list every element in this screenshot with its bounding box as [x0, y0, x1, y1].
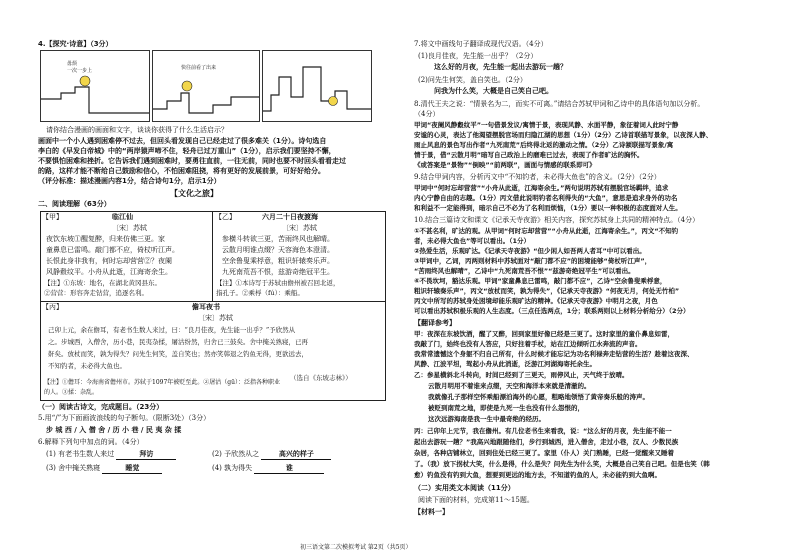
comic-panel-1-drawing — [41, 51, 149, 121]
q8-answer-line: 情于景，借“云散月明”暗写自己政治上的磨难已过去，表现了作者旷达的胸怀。 — [414, 151, 644, 159]
q6-item-4 — [212, 464, 324, 474]
q8-prompt: 8.清代王夫之说：“情景名为二，而实不可离。”请结合苏轼甲词和乙诗中的具体语句加以分析。 — [414, 100, 705, 108]
poem-yi-line: 空余鲁叟乘桴意，粗识轩辕奏乐声。 — [222, 257, 334, 265]
q6-item-2 — [212, 450, 331, 460]
q4-title: 4.【探究·诗意】（3分） — [38, 40, 113, 48]
bing-source: （选自《东坡志林》） — [290, 374, 352, 382]
translation-line: 丙：己卯年上元节，我在儋州。有几位老书生来看我，说：“这么好的月夜，先生能不能一 — [414, 427, 672, 435]
q9-prompt: 9.结合甲词内容，分析丙文中“不知钓者，未必得大鱼也”的含义。（2分）（2分） — [414, 173, 661, 181]
sub2-prompt: 阅读下面的材料，完成第11～15题。 — [418, 496, 534, 504]
translation-line: 这次远游海南是我一生中最奇绝的经历。 — [428, 415, 545, 423]
poem-yi-author: 〔宋〕苏轼 — [282, 224, 317, 232]
q9-answer-line: 和利益不一定能得到，暗示自己不必为了名利而烦恼，（1分）要以一种积极的态度面对人生。 — [414, 204, 682, 212]
q10-answer-line: 粗识轩辕奏乐声”，丙文“放杖而笑，孰为得失”，《记承天寺夜游》“何夜无月，何处无竹柏” — [414, 287, 680, 295]
translation-line: 乙：参星横斜北斗转向，时间已经到了三更天，雨停风止，天气终于放晴。 — [414, 371, 629, 379]
bing-note: 的人。③揉：杂乱。 — [44, 389, 99, 396]
poem-yi-note: 【注】①本诗写于苏轼由儋州被召回北返， — [216, 279, 340, 287]
comic-panel-3-drawing — [263, 51, 371, 121]
q10-answer-line: ④不畏坎坷，豁达乐观。甲词“家童鼻息已雷鸣，敲门都不应”，乙诗“空余鲁叟乘桴意， — [414, 277, 667, 285]
q10-answer-line: 者，未必得大鱼也”等可以看出。（1分） — [414, 237, 531, 245]
translation-line: 我就像孔子那样空怀乘船漂泊海外的心愿，粗略地领悟了黄帝奏乐般的涛声。 — [428, 393, 649, 401]
q10-answer-line: ②热爱生活，乐观旷达。《记承天寺夜游》“但少闲人如吾两人者耳”中可以看出。 — [414, 247, 646, 255]
q6-item-answer: 睡觉 — [102, 464, 162, 474]
q8-answer-line: 雨止风息的景色写出作者“九死南荒”后终得北返的激动之情。（2分）乙诗颔联描写景象/寓 — [414, 141, 674, 149]
poem-jia-line: 夜饮东坡①醒复醉，归来仿佛三更。家 — [46, 235, 165, 243]
poem-yi-title: 六月二十日夜渡海 — [262, 213, 318, 221]
translation-line: 我敲了门，始终也没有人答应，只好拄着手杖，站在江边倾听江水奔流的声音。 — [414, 340, 642, 348]
material-label: 【材料一】 — [414, 508, 449, 516]
comic-panel-2 — [152, 50, 260, 122]
q7-2-answer: 问我为什么笑，大概是自己笑自己吧。 — [434, 87, 553, 95]
q4-answer-line-2: 李白的《早发白帝城》中的“两岸猿声啼不住，轻舟已过万重山”（1分），启示我们要坚持不懈， — [38, 147, 336, 155]
q8-answer-line: 甲词“夜阑风静縠纹平”一句借景发议/寓情于景，表现风静、水面平静，象征着词人此时宁静 — [414, 121, 679, 129]
bing-title: 儋耳夜书 — [192, 303, 220, 311]
poem-divider-vertical — [212, 211, 213, 301]
poem-yi-line: 参横斗转欲三更，苦雨终风也解晴。 — [222, 235, 334, 243]
comic-panel-1 — [40, 50, 150, 122]
translation-line: 云散月明用不着谁来点缀，天空和海洋本来就是清澈的。 — [428, 382, 591, 390]
bing-label: 【丙】 — [42, 303, 63, 311]
translation-line: 甲：夜深在东坡饮酒，醒了又醉，回到家里好像已经是三更了。这时家里的童仆鼻息如雷， — [414, 330, 674, 338]
q6-item-text: 孰为得失 — [224, 464, 253, 472]
bing-line: 己卯上元，余在儋耳，有老书生数人来过，曰：“良月佳夜，先生能一出乎？”予欣然从 — [48, 326, 296, 334]
bing-author: 〔宋〕苏轼 — [198, 314, 233, 322]
q10-prompt: 10.结合三篇诗文和课文《记承天寺夜游》相关内容，探究苏轼身上共同的精神特点。（4分） — [414, 216, 700, 224]
poem-jia-line: 风静縠纹平。小舟从此逝，江海寄余生。 — [46, 268, 172, 276]
bing-line: 之。步城西，入僧舍，历小巷，民夷杂揉，屠沽纷然，归舍已三鼓矣。舍中掩关熟寝，已再 — [48, 338, 308, 346]
q10-answer-line: ③甲词中，乙词，丙两则材料中苏轼面对“敲门都不应”的困境能够“倚杖听江声”， — [414, 257, 652, 265]
poem-divider-horizontal — [40, 301, 385, 302]
comic-panel-2-drawing — [153, 51, 259, 121]
q7-2: (2)问先生何笑，盖自笑也。（2分） — [418, 76, 527, 84]
comic-panel-1-text-2: 一次一步上 — [67, 68, 93, 74]
q7-1: (1)良月佳夜，先生能一出乎？（2分） — [418, 52, 538, 60]
poem-yi-line: 九死南荒吾不恨，兹游奇绝冠平生。 — [222, 268, 334, 276]
q10-answer-line: ①不甚名利，旷达的观。从甲词“何时忘却营营”“小舟从此逝，江海寄余生。”，丙文“不知钓 — [414, 227, 679, 235]
q9-answer-line: 内心宁静自由的志趣。（1分）丙文借此说明钓者名利得失的“大鱼”，意思是追求身外的功名 — [414, 194, 678, 202]
bing-note: 【注】①儋耳：今海南省儋州市。苏轼于1097年被贬至此。②屠沽（gū）：泛指各种职业 — [44, 379, 280, 386]
comic-panel-2-text: 快往前看了出来 — [181, 65, 217, 71]
poem-jia-label: 【甲】 — [42, 213, 63, 221]
q6-item-num: (3) — [46, 464, 56, 472]
poem-yi-note: 指孔子。②乘桴（fú）：乘船。 — [216, 289, 304, 297]
q4-scoring: （评分标准：描述漫画内容1分，结合诗句1分，启示1分） — [38, 177, 221, 185]
translation-line: 愈）钓鱼没有钓到大鱼，想要到更远的地方去，不知道钓鱼的人，未必能钓到大鱼啊。 — [414, 471, 661, 479]
poem-yi-line: 云散月明谁点缀？天容海色本澄清。 — [222, 246, 334, 254]
poem-jia-title: 临江仙 — [112, 213, 133, 221]
q6-item-num: (1) — [46, 450, 56, 458]
right-column — [404, 0, 794, 560]
q6-item-text: 有老书生数人来过 — [58, 450, 115, 458]
translation-line: 风静、江波平坦，驾起小舟从此消逝，泛游江河湖海寄托余生。 — [414, 360, 596, 368]
poem-jia-line: 童鼻息已雷鸣。敲门都不应，倚杖听江声。 — [46, 246, 179, 254]
poem-jia-line: 长恨此身非我有，何时忘却营营②？夜阑 — [46, 257, 172, 265]
q6-item-text: 舍中掩关熟寝 — [58, 464, 101, 472]
q6-item-answer: 高兴的样子 — [261, 450, 331, 460]
q10-answer-line: “苦雨终风也解晴”，乙诗中“九死南荒吾不恨”“兹游奇绝冠平生”可以看出。 — [414, 267, 635, 275]
q8-score: （4分） — [414, 110, 440, 118]
comic-panel-3 — [262, 50, 372, 122]
q4-prompt: 请你结合漫画的画面和文字，谈谈你获得了什么生活启示？ — [46, 126, 228, 134]
q6-item-1 — [46, 450, 176, 460]
q6-item-text: 予欣然从之 — [224, 450, 260, 458]
q6-item-3 — [46, 464, 162, 474]
sub1-title: （一）阅读古诗文，完成题目。（23分） — [38, 403, 164, 411]
translation-line: 了。（我）放下拐杖大笑，什么是得，什么是失？问先生为什么笑，大概是自己笑自己吧。但是也笑（韩 — [414, 460, 710, 468]
bing-line: 不知钓者，未必得大鱼也。 — [48, 362, 126, 370]
q9-answer-line: 甲词中“何时忘却营营”“小舟从此逝，江海寄余生。”两句说明苏轼有摆脱官场羁绊，追求 — [414, 184, 669, 192]
q6-item-num: (2) — [212, 450, 222, 458]
comic-panel-1-text-1: 毋烦 — [67, 61, 78, 67]
q6-item-answer: 拜访 — [116, 450, 176, 460]
q5-prompt: 5.用“/”为下面画波浪线的句子断句。（限断3处）（3分） — [38, 414, 211, 422]
culture-heading: 【文化之旅】 — [170, 189, 218, 198]
q4-answer-line-3: 不要惧怕困难和挫折。它告诉我们遇到困难时，要勇往直前，一往无前，同时也要不时回头看看走过 — [38, 157, 346, 165]
q8-answer-line: 《或答案是“景物”“倒映”“前两联”，画面与情感的联系即可》 — [414, 161, 596, 169]
q7-1-answer: 这么好的月夜，先生能一起出去游玩一趟？ — [434, 63, 567, 71]
bing-line: 鼾矣。放杖而笑，孰为得失？问先生何笑，盖自笑也；然亦笑韩退之钓鱼无得，更欲远去， — [48, 350, 308, 358]
q7-prompt: 7.将文中画线句子翻译成现代汉语。（4分） — [414, 40, 548, 48]
q6-item-answer: 谁 — [254, 464, 324, 474]
q10-answer-line: 丙文中所写的苏轼身处困境却能乐观旷达的精神。《记承天寺夜游》中明月之夜，月色 — [414, 297, 658, 305]
q4-answer-line-1: 画面中一个小人遇到困难停不过去，但回头看发现自己已经走过了很多难关（1分）。诗句选自 — [38, 137, 327, 145]
page-footer: 初三语文第二次模拟考试 第2页（共5页） — [300, 544, 412, 551]
poem-yi-label: 【乙】 — [215, 213, 236, 221]
q6-item-num: (4) — [212, 464, 222, 472]
translation-line: 杂居，各种店铺林立，回到住处已经三更了。家里（仆人）关门熟睡，已经一觉醒来又睡着 — [414, 449, 674, 457]
poem-jia-note: ②营营：形容奔走钻营，追逐名利。 — [44, 289, 148, 297]
q4-answer-line-4: 的路，这样才能不断给自己鼓励和信心，不怕困难阻挠，将有更好的发展前景，可好好给分。 — [38, 167, 325, 175]
q10-answer-line: 可以看出苏轼积极乐观的人生态度。（三点任选两点，1分；联系两则以上材料分析给分）（2分） — [414, 307, 690, 315]
translation-label: 【翻译参考】 — [414, 319, 456, 327]
q5-answer: 步 城 西 / 入 僧 舍 / 历 小 巷 / 民 夷 杂 揉 — [46, 426, 182, 434]
translation-line: 起出去游玩一趟？”我高兴地跟随他们，步行到城西，进入僧舍，走过小巷，汉人、少数民族 — [414, 438, 679, 446]
q8-answer-line: 安谧的心灵，表达了他渴望摆脱官场而归隐江湖的思想（1分）（2分）乙诗首联描写景象，以夜深人静、 — [414, 131, 713, 139]
poem-jia-author: 〔宋〕苏轼 — [112, 224, 147, 232]
poem-jia-note: 【注】①东坡：地名，在湖北黄冈县东。 — [44, 279, 161, 287]
sub2-title: （二）实用类文本阅读（11分） — [414, 484, 515, 492]
translation-line: 我常常遗憾这个身躯不归自己所有，什么时候才能忘记为功名利禄奔走钻营的生活？趁着这夜深、 — [414, 350, 694, 358]
q6-prompt: 6.解释下列句中加点的词。（4分） — [38, 438, 144, 446]
section2-title: 二、阅读理解（63分） — [38, 200, 111, 208]
translation-line: 被贬到南荒之地，即使是九死一生也没有什么怨恨的， — [428, 404, 584, 412]
